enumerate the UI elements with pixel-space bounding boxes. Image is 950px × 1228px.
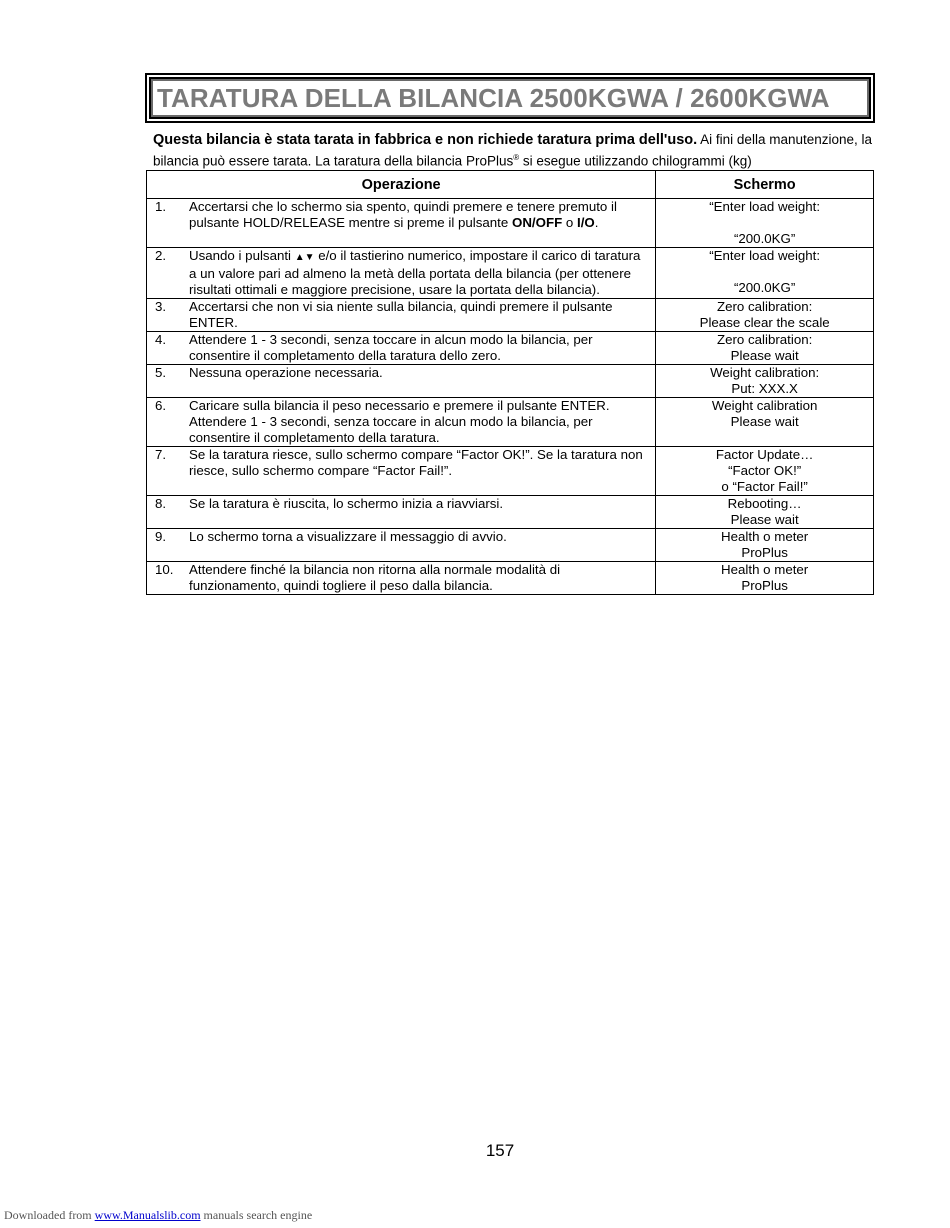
intro-bold: Questa bilancia è stata tarata in fabbrica e non richiede taratura prima dell'uso. (153, 132, 698, 148)
screen-cell (656, 332, 874, 365)
screen-cell (656, 562, 874, 595)
screen-line: Weight calibration: (710, 365, 820, 380)
header-schermo: Schermo (656, 171, 874, 199)
screen-cell (656, 199, 874, 248)
screen-cell (656, 447, 874, 496)
screen-line: ProPlus (741, 578, 788, 593)
operation-cell (147, 248, 656, 299)
step-number: 5. (155, 365, 167, 380)
operation-cell (147, 199, 656, 248)
table-row (147, 562, 874, 595)
screen-cell (656, 529, 874, 562)
operation-cell (147, 332, 656, 365)
intro-text-b: si esegue utilizzando chilogrammi (kg) (519, 153, 752, 169)
screen-line: Health o meter (721, 529, 809, 544)
step-text-part: o (562, 215, 578, 230)
table-row (147, 365, 874, 398)
screen-line: Zero calibration: (716, 332, 813, 347)
header-operazione: Operazione (147, 171, 656, 199)
screen-line: “Enter load weight: (709, 199, 821, 214)
step-text: Lo schermo torna a visualizzare il messaggio di avvio. (189, 529, 507, 544)
intro-text-a: Ai fini della manutenzione, la bilancia può essere tarata. La taratura della bilancia ProPlus (153, 132, 873, 169)
step-text: Nessuna operazione necessaria. (189, 365, 383, 380)
table-row (147, 447, 874, 496)
step-text: Caricare sulla bilancia il peso necessario e premere il pulsante ENTER. Attendere 1 - 3 secondi, senza toccare in alcun modo la bilancia, per consentire il completamento della taratura. (189, 398, 610, 445)
page-number: 157 (485, 1141, 515, 1160)
step-number: 4. (155, 332, 167, 347)
page-title: TARATURA DELLA BILANCIA 2500KGWA / 2600KGWA (157, 83, 830, 113)
step-number: 8. (155, 496, 167, 511)
screen-line: “Factor OK!” (728, 463, 802, 478)
table-row (147, 529, 874, 562)
screen-line (656, 215, 873, 231)
registered-mark: ® (513, 153, 520, 162)
screen-line: “Enter load weight: (709, 248, 821, 263)
footer-suffix: manuals search engine (200, 1208, 313, 1222)
operation-cell (147, 529, 656, 562)
step-number: 2. (155, 248, 167, 263)
step-number: 1. (155, 199, 167, 214)
screen-line: Factor Update… (715, 447, 814, 462)
screen-line: “200.0KG” (733, 231, 796, 246)
step-text-part: . (594, 215, 599, 230)
screen-line: Rebooting… (727, 496, 802, 511)
screen-line: Please wait (730, 512, 799, 527)
table-row (147, 496, 874, 529)
table-row (147, 332, 874, 365)
step-text-bold: I/O (577, 215, 595, 230)
step-number: 10. (155, 562, 174, 577)
step-text (189, 248, 655, 298)
screen-line: Put: XXX.X (731, 381, 798, 396)
screen-cell (656, 398, 874, 447)
screen-cell (656, 248, 874, 299)
operation-cell (147, 398, 656, 447)
screen-line: o “Factor Fail!” (721, 479, 808, 494)
screen-cell (656, 299, 874, 332)
manualslib-link[interactable]: www.Manualslib.com (94, 1208, 201, 1222)
screen-line: Health o meter (721, 562, 809, 577)
screen-line: ProPlus (741, 545, 788, 560)
step-text-part: Usando i pulsanti (189, 248, 295, 263)
step-text (189, 199, 655, 231)
step-number: 6. (155, 398, 167, 413)
screen-cell (656, 365, 874, 398)
screen-line: Zero calibration: (716, 299, 813, 314)
step-text: Se la taratura è riuscita, lo schermo inizia a riavviarsi. (189, 496, 504, 511)
screen-line (656, 264, 873, 280)
step-text: Attendere finché la bilancia non ritorna alla normale modalità di funzionamento, quindi togliere il peso dalla bilancia. (189, 562, 561, 593)
screen-line: Weight calibration (711, 398, 818, 413)
step-text: Accertarsi che non vi sia niente sulla bilancia, quindi premere il pulsante ENTER. (189, 299, 613, 330)
operation-cell (147, 299, 656, 332)
calibration-table (146, 170, 874, 595)
page-title-box (145, 73, 875, 123)
step-text-bold: ON/OFF (511, 215, 563, 230)
step-number: 7. (155, 447, 167, 462)
intro-paragraph (153, 131, 893, 170)
step-number: 9. (155, 529, 167, 544)
screen-line: Please wait (730, 348, 799, 363)
step-text: Se la taratura riesce, sullo schermo compare “Factor OK!”. Se la taratura non riesce, sullo schermo compare “Factor Fail!”. (189, 447, 643, 478)
table-row (147, 199, 874, 248)
step-text: Attendere 1 - 3 secondi, senza toccare in alcun modo la bilancia, per consentire il completamento della taratura dello zero. (189, 332, 593, 363)
table-row (147, 398, 874, 447)
screen-cell (656, 496, 874, 529)
table-header-row (147, 171, 874, 199)
operation-cell (147, 562, 656, 595)
screen-line: Please clear the scale (699, 315, 830, 330)
screen-line: “200.0KG” (733, 280, 796, 295)
operation-cell (147, 447, 656, 496)
up-down-arrows-icon: ▲▼ (294, 252, 315, 263)
screen-line: Please wait (730, 414, 799, 429)
step-number: 3. (155, 299, 167, 314)
step-text-part: Accertarsi che lo schermo sia spento, quindi premere e tenere premuto il pulsante HOLD/RELEASE mentre si preme il pulsante (189, 199, 617, 230)
table-row (147, 248, 874, 299)
operation-cell (147, 496, 656, 529)
table-row (147, 299, 874, 332)
operation-cell (147, 365, 656, 398)
step-text-part: e/o il tastierino numerico, impostare il carico di taratura a un valore pari ad almeno la metà della portata della bilancia (per ottenere risultati ottimali e maggiore precisione, usare la portata della bilancia). (189, 248, 641, 297)
download-footer (4, 1208, 312, 1223)
footer-prefix: Downloaded from (4, 1208, 95, 1222)
